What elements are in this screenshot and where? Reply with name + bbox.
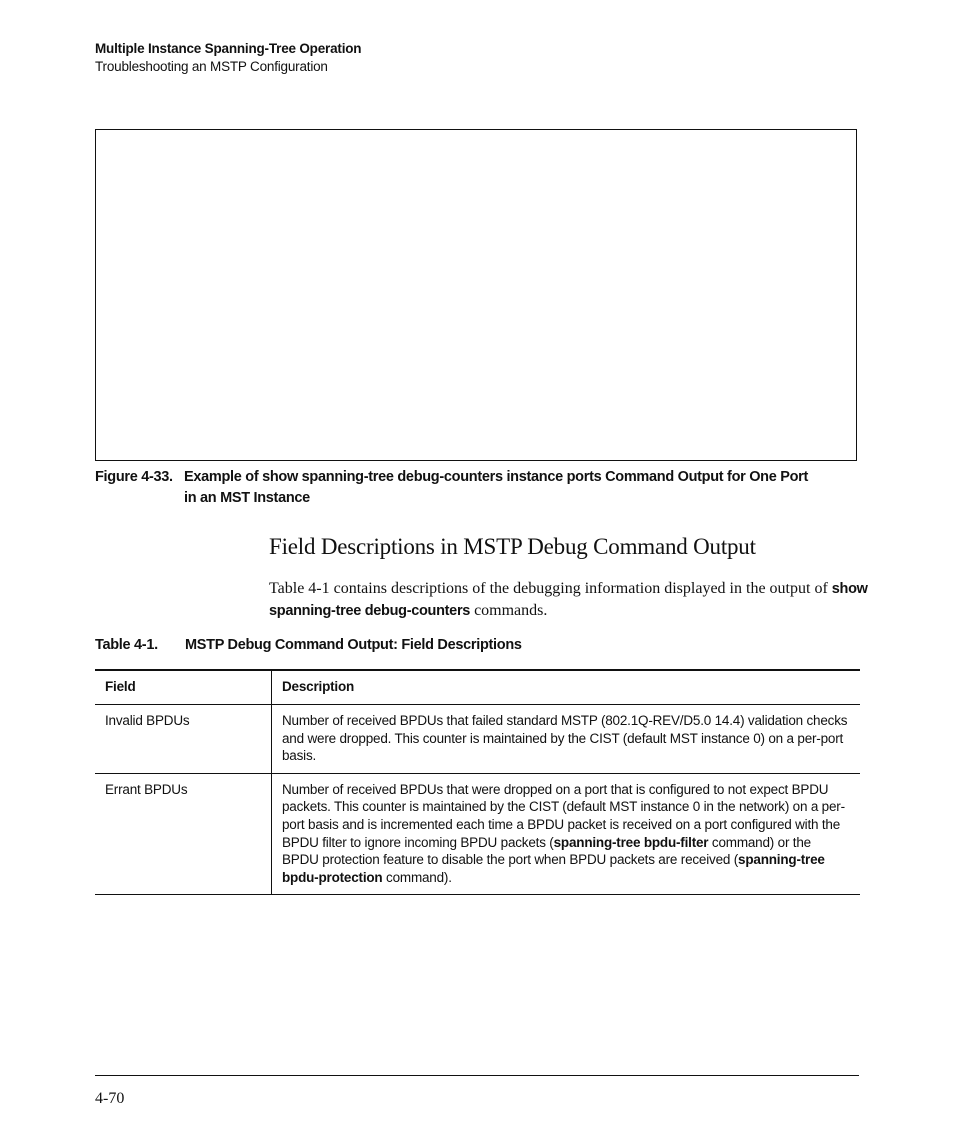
figure-number: Figure 4-33.	[95, 469, 173, 485]
running-header-subtitle: Troubleshooting an MSTP Configuration	[95, 59, 328, 74]
table-number: Table 4-1.	[95, 637, 158, 653]
intro-text-post: commands.	[470, 602, 548, 619]
page-number: 4-70	[95, 1090, 125, 1107]
intro-text-pre: Table 4-1 contains descriptions of the debugging information displayed in the output of	[269, 580, 832, 597]
table-caption	[95, 637, 522, 653]
command-name: spanning-tree bpdu-protection	[282, 852, 825, 885]
field-descriptions-table	[95, 669, 860, 895]
figure-caption-line1: Example of show spanning-tree debug-counters instance ports Command Output for One Port	[184, 469, 809, 485]
running-header-title: Multiple Instance Spanning-Tree Operation	[95, 41, 362, 56]
figure-caption	[95, 467, 865, 509]
description-text: Number of received BPDUs that were dropped on a port that is configured to not expect BPDU packets. This counter is maintained by the CIST (default MST instance 0 in the network) on a per-port basis and is incremented each time a BPDU packet is received on a port configured with the BPDU filter to ignore incoming BPDU packets (	[282, 781, 845, 850]
table-row	[95, 773, 860, 895]
intro-command: show spanning-tree debug-counters	[269, 581, 868, 619]
description-text: command) or the BPDU protection feature to disable the port when BPDU packets are received (	[282, 834, 811, 868]
description-cell: Number of received BPDUs that failed standard MSTP (802.1Q-REV/D5.0 14.4) validation checks and were dropped. This counter is maintained by the CIST (default MST instance 0) on a per-port basis.	[282, 713, 848, 764]
table-title: MSTP Debug Command Output: Field Descriptions	[185, 637, 522, 653]
field-name-cell: Errant BPDUs	[95, 773, 272, 895]
command-name: spanning-tree bpdu-filter	[553, 834, 709, 850]
table-row	[95, 705, 860, 774]
description-text: command).	[382, 869, 452, 885]
description-cell	[272, 773, 861, 895]
field-name-cell: Invalid BPDUs	[95, 705, 272, 774]
table-header-row	[95, 670, 860, 705]
section-heading: Field Descriptions in MSTP Debug Command Output	[269, 534, 756, 559]
footer-rule	[95, 1075, 859, 1076]
intro-paragraph	[269, 578, 869, 622]
figure-caption-line2: in an MST Instance	[184, 490, 310, 506]
column-header-field: Field	[95, 670, 272, 705]
column-header-description: Description	[282, 679, 355, 694]
figure-frame	[95, 129, 857, 461]
